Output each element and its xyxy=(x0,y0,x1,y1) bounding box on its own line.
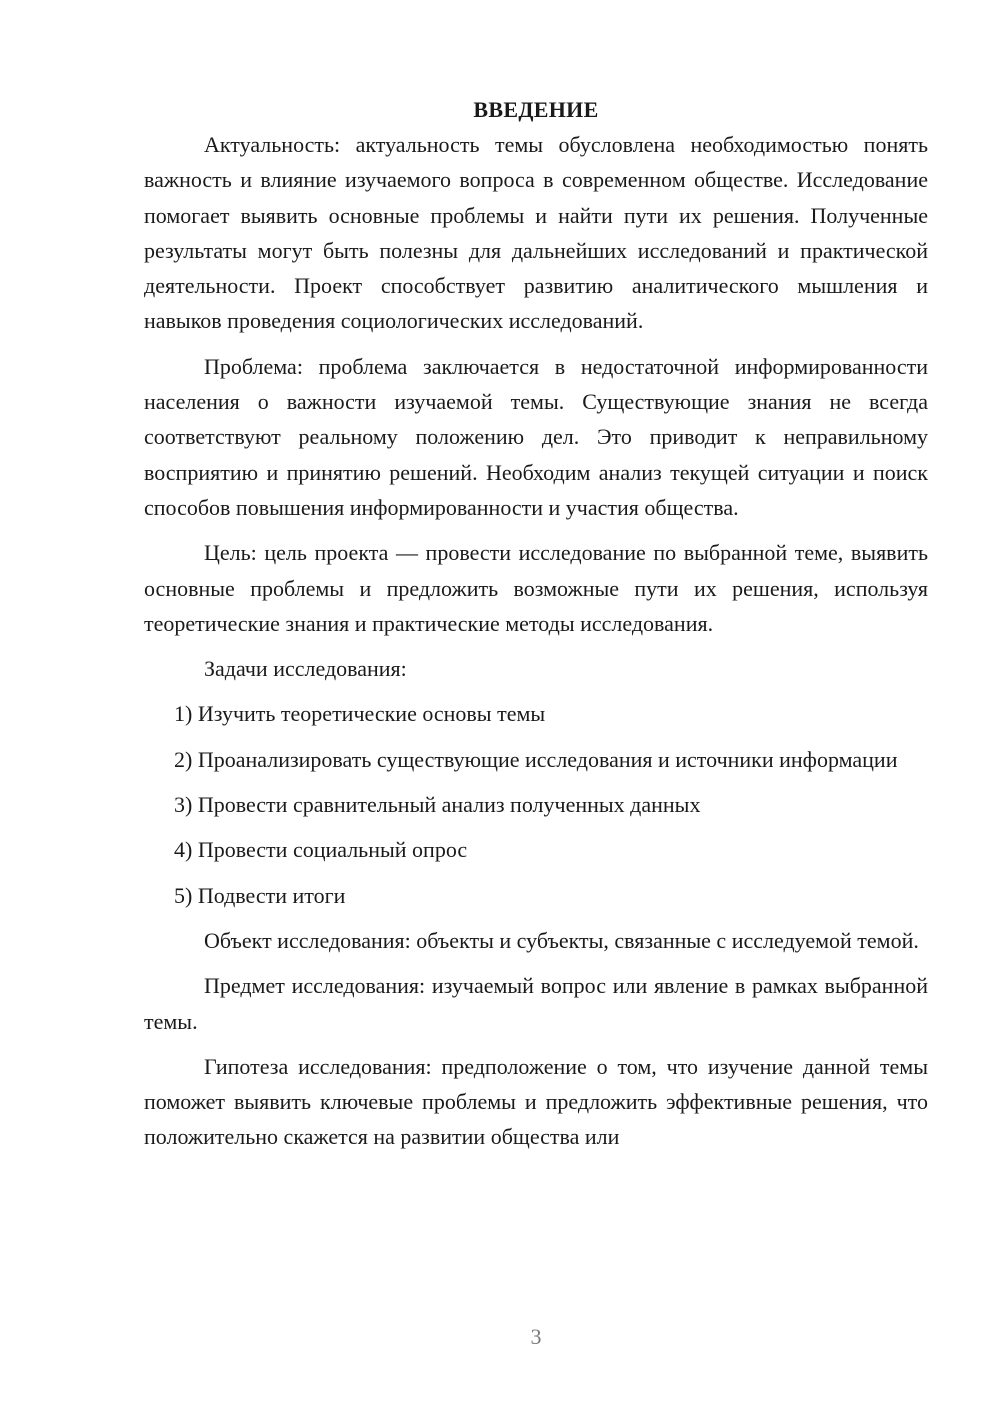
page-content xyxy=(144,92,928,1165)
page-number: 3 xyxy=(530,1324,542,1349)
problem-paragraph: Проблема: проблема заключается в недостаточной информированности населения о важности изучаемой темы. Существующие знания не всегда соответствуют реальному положению дел. Это приводит к неправильному восприятию и принятию решений. Необходим анализ текущей ситуации и поиск способов повышения информированности и участия общества. xyxy=(144,353,928,520)
subject-paragraph: Предмет исследования: изучаемый вопрос или явление в рамках выбранной темы. xyxy=(144,973,928,1034)
task-item: 1) Изучить теоретические основы темы xyxy=(174,701,546,727)
task-item: 4) Провести социальный опрос xyxy=(174,837,468,863)
tasks-heading: Задачи исследования: xyxy=(204,656,407,682)
task-item: 5) Подвести итоги xyxy=(174,882,346,908)
task-item: 2) Проанализировать существующие исследования и источники информации xyxy=(174,746,898,772)
goal-paragraph: Цель: цель проекта — провести исследование по выбранной теме, выявить основные проблемы и предложить возможные пути их решения, используя теоретические знания и практические методы исследования. xyxy=(144,540,928,636)
task-item: 3) Провести сравнительный анализ полученных данных xyxy=(174,792,701,818)
section-heading: ВВЕДЕНИЕ xyxy=(473,97,599,122)
hypothesis-paragraph: Гипотеза исследования: предположение о том, что изучение данной темы поможет выявить ключевые проблемы и предложить эффективные решения, что положительно скажется на развитии общества или xyxy=(144,1053,928,1150)
object-paragraph: Объект исследования: объекты и субъекты, связанные с исследуемой темой. xyxy=(204,927,919,953)
tasks-list xyxy=(144,696,928,912)
relevance-paragraph: Актуальность: актуальность темы обусловлена необходимостью понять важность и влияние изучаемого вопроса в современном обществе. Исследование помогает выявить основные проблемы и найти пути их решения. Полученные результаты могут быть полезны для дальнейших исследований и практической деятельности. Проект способствует развитию аналитического мышления и навыков проведения социологических исследований. xyxy=(144,132,928,334)
